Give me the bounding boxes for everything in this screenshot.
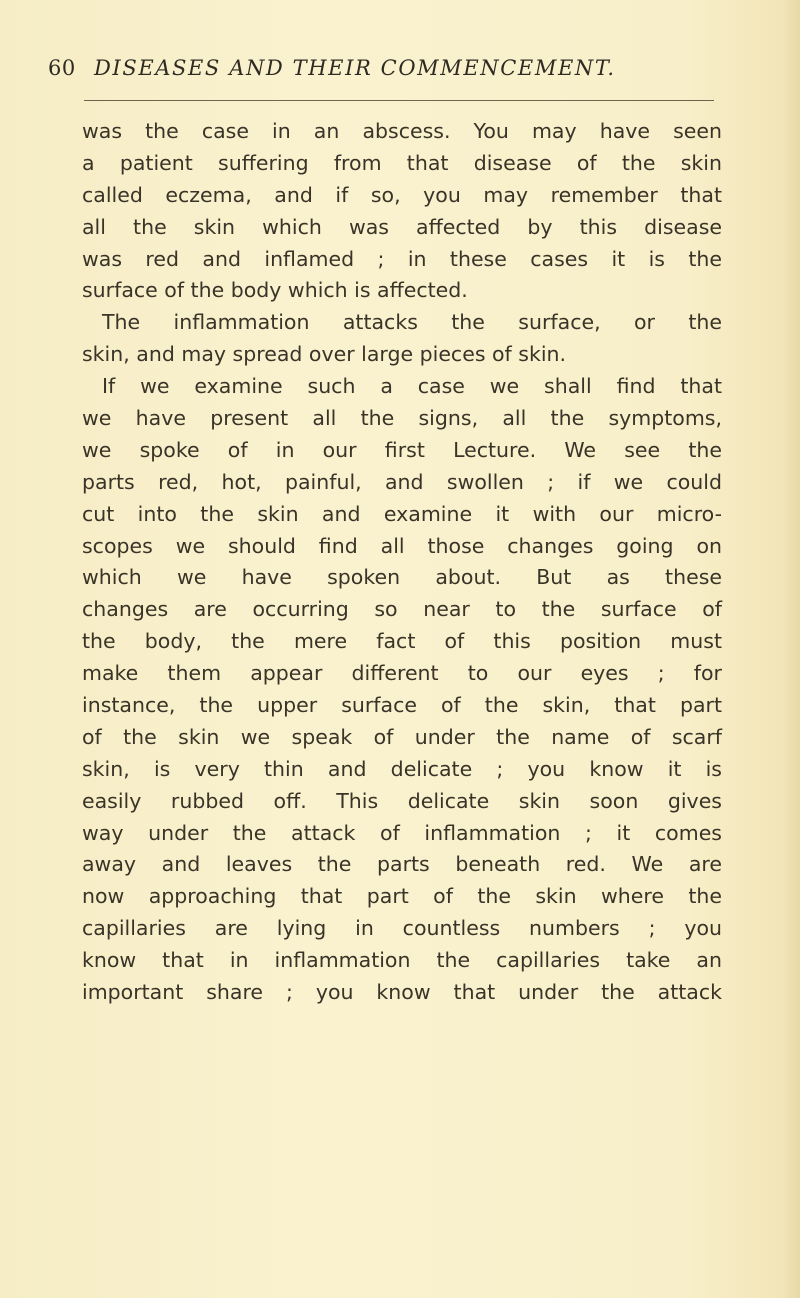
text-line: we have present all the signs, all the symptoms, xyxy=(82,406,722,431)
text-line: If we examine such a case we shall find that xyxy=(102,374,722,399)
text-line: cut into the skin and examine it with our micro- xyxy=(82,501,722,526)
text-line: now approaching that part of the skin where the xyxy=(82,884,722,909)
text-line: changes are occurring so near to the surface of xyxy=(82,597,722,622)
text-line: was red and inflamed ; in these cases it is the xyxy=(82,246,722,271)
text-line: know that in inflammation the capillaries take an xyxy=(82,948,722,973)
header-rule xyxy=(84,100,714,101)
text-line: the body, the mere fact of this position must xyxy=(82,629,722,654)
text-line: easily rubbed off. This delicate skin soon gives xyxy=(82,788,722,813)
text-line: The inflammation attacks the surface, or the xyxy=(102,310,722,335)
text-line: surface of the body which is affected. xyxy=(82,278,468,303)
text-line: make them appear different to our eyes ; for xyxy=(82,661,722,686)
text-line: called eczema, and if so, you may remember that xyxy=(82,182,722,207)
text-line: instance, the upper surface of the skin, that part xyxy=(82,693,722,718)
text-line: we spoke of in our first Lecture. We see the xyxy=(82,437,722,462)
text-line: parts red, hot, painful, and swollen ; if we could xyxy=(82,469,722,494)
text-line: of the skin we speak of under the name of scarf xyxy=(82,724,722,749)
text-line: scopes we should find all those changes going on xyxy=(82,533,722,558)
running-head xyxy=(48,56,728,86)
text-line: capillaries are lying in countless numbers ; you xyxy=(82,916,722,941)
text-line: a patient suffering from that disease of the skin xyxy=(82,150,722,175)
text-line: skin, is very thin and delicate ; you know it is xyxy=(82,756,722,781)
text-line: away and leaves the parts beneath red. We are xyxy=(82,852,722,877)
page-number: 60 xyxy=(48,56,76,80)
text-line: which we have spoken about. But as these xyxy=(82,565,722,590)
text-line: skin, and may spread over large pieces of skin. xyxy=(82,342,567,367)
text-line: important share ; you know that under the attack xyxy=(82,980,722,1005)
page-edge-shadow xyxy=(782,0,800,1298)
text-line: way under the attack of inflammation ; it comes xyxy=(82,820,722,845)
text-line: was the case in an abscess. You may have seen xyxy=(82,119,722,143)
running-title: DISEASES AND THEIR COMMENCEMENT. xyxy=(94,56,616,80)
text-line: all the skin which was affected by this disease xyxy=(82,214,722,239)
body-text xyxy=(82,116,722,1009)
